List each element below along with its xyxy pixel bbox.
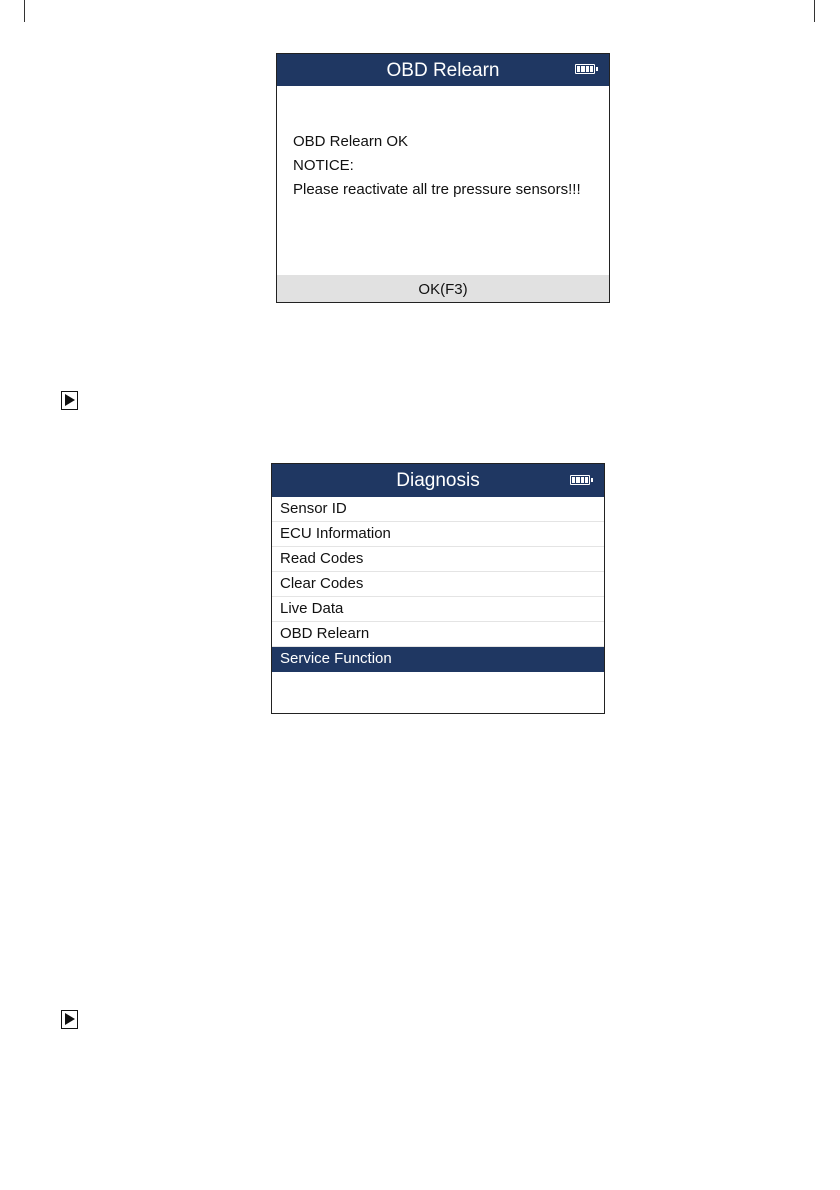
play-arrow-icon (61, 391, 78, 410)
play-arrow-icon (61, 1010, 78, 1029)
page-corner-mark-right (814, 0, 815, 22)
screen-title: OBD Relearn (386, 60, 500, 81)
menu-item-ecu-information[interactable]: ECU Information (272, 522, 604, 547)
battery-full-icon (570, 475, 590, 485)
battery-full-icon (575, 64, 595, 74)
title-bar (277, 54, 609, 86)
message-line: OBD Relearn OK (293, 133, 409, 150)
obd-relearn-screen (276, 53, 610, 303)
message-line: Please reactivate all tre pressure sensors!!! (293, 181, 581, 198)
screen-title: Diagnosis (396, 470, 480, 491)
message-line: NOTICE: (293, 157, 354, 174)
menu-item-clear-codes[interactable]: Clear Codes (272, 572, 604, 597)
menu-item-read-codes[interactable]: Read Codes (272, 547, 604, 572)
diagnosis-menu (272, 497, 604, 672)
menu-item-obd-relearn[interactable]: OBD Relearn (272, 622, 604, 647)
ok-button[interactable]: OK(F3) (277, 275, 609, 302)
diagnosis-screen (271, 463, 605, 714)
menu-item-live-data[interactable]: Live Data (272, 597, 604, 622)
message-body (293, 130, 581, 202)
menu-item-sensor-id[interactable]: Sensor ID (272, 497, 604, 522)
title-bar (272, 464, 604, 497)
menu-item-service-function[interactable]: Service Function (272, 647, 604, 672)
page-corner-mark-left (24, 0, 25, 22)
